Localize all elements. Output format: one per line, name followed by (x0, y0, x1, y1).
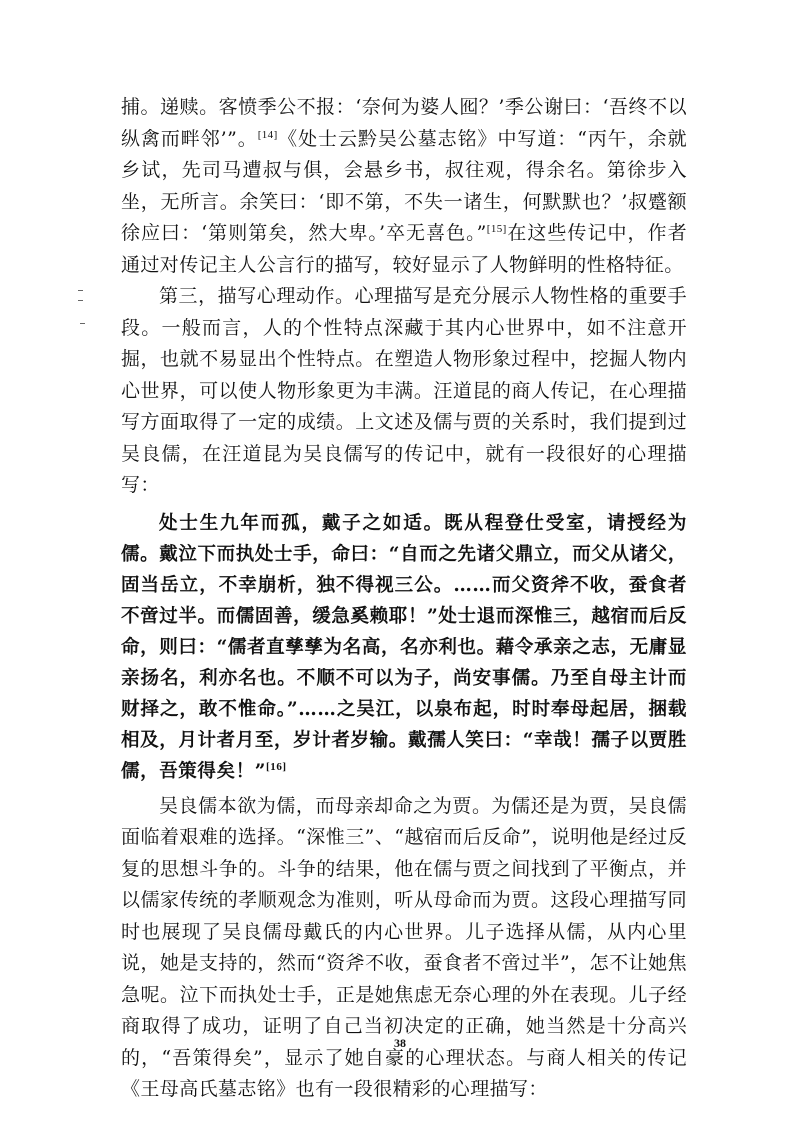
block-quote-text: 处士生九年而孤，戴子之如适。既从程登仕受室，请授经为儒。戴泣下而执处士手，命曰：“自而之先诸父鼎立，而父从诸父，固当岳立，不幸崩析，独不得视三公。……而父资斧不收，蚕食者不啻过半。而儒固善，缓急奚赖耶！”处士退而深惟三，越宿而后反命，则曰：“儒者直孳孳为名高，名亦利也。藉令承亲之志，无庸显亲扬名，利亦名也。不顺不可以为子，尚安事儒。乃至自母主计而财择之，敢不惟命。”……之吴江，以泉布起，时时奉母起居，捆载相及，月计者月至，岁计者岁输。戴孺人笑曰：“幸哉！孺子以贾胜儒，吾策得矣！” (121, 512, 687, 782)
paragraph-2: 第三，描写心理动作。心理描写是充分展示人物性格的重要手段。一般而言，人的个性特点深藏于其内心世界中，如不注意开掘，也就不易显出个性特点。在塑造人物形象过程中，挖掘人物内心世界，可以使人物形象更为丰满。汪道昆的商人传记，在心理描写方面取得了一定的成绩。上文述及儒与贾的关系时，我们提到过吴良儒，在汪道昆为吴良儒写的传记中，就有一段很好的心理描写： (121, 285, 687, 496)
body-text (121, 92, 687, 1106)
margin-mark (80, 323, 85, 324)
paragraph-1-text: 捕。递赎。客愤季公不报：‘奈何为婆人囮？’季公谢曰：‘吾终不以纵禽而畔邻’”。 (121, 96, 687, 150)
footnote-ref-14: [14] (257, 128, 278, 141)
paragraph-1-text-3: 在这些传记中，作者通过对传记主人公言行的描写，较好显示了人物鲜明的性格特征。 (121, 222, 687, 276)
footnote-ref-15: [15] (486, 223, 507, 235)
block-quote (121, 508, 687, 787)
paragraph-1 (121, 92, 687, 281)
paragraph-1-text-2: 《处士云黔吴公墓志铭》中写道：“丙午，余就乡试，先司马遭叔与俱，会悬乡书，叔往观，得余名。第徐步入坐，无所言。余笑曰：‘即不第，不失一诸生，何默默也？’叔蹙额徐应曰：‘第则第矣，然大卑。’卒无喜色。” (121, 127, 687, 244)
margin-mark (78, 300, 83, 301)
page-number: 38 (394, 1036, 406, 1050)
footnote-ref-16: [16] (265, 760, 287, 773)
paragraph-4: 吴良儒本欲为儒，而母亲却命之为贾。为儒还是为贾，吴良儒面临着艰难的选择。“深惟三”、“越宿而后反命”，说明他是经过反复的思想斗争的。斗争的结果，他在儒与贾之间找到了平衡点，并以儒家传统的孝顺观念为准则，听从母命而为贾。这段心理描写同时也展现了吴良儒母戴氏的内心世界。儿子选择从儒，从内心里说，她是支持的，然而“资斧不收，蚕食者不啻过半”，怎不让她焦急呢。泣下而执处士手，正是她焦虑无奈心理的外在表现。儿子经商取得了成功，证明了自己当初决定的正确，她当然是十分高兴的，“吾策得矣”，显示了她自豪的心理状态。与商人相关的传记《王母高氏墓志铭》也有一段很精彩的心理描写： (121, 794, 687, 1100)
margin-mark (78, 290, 83, 291)
